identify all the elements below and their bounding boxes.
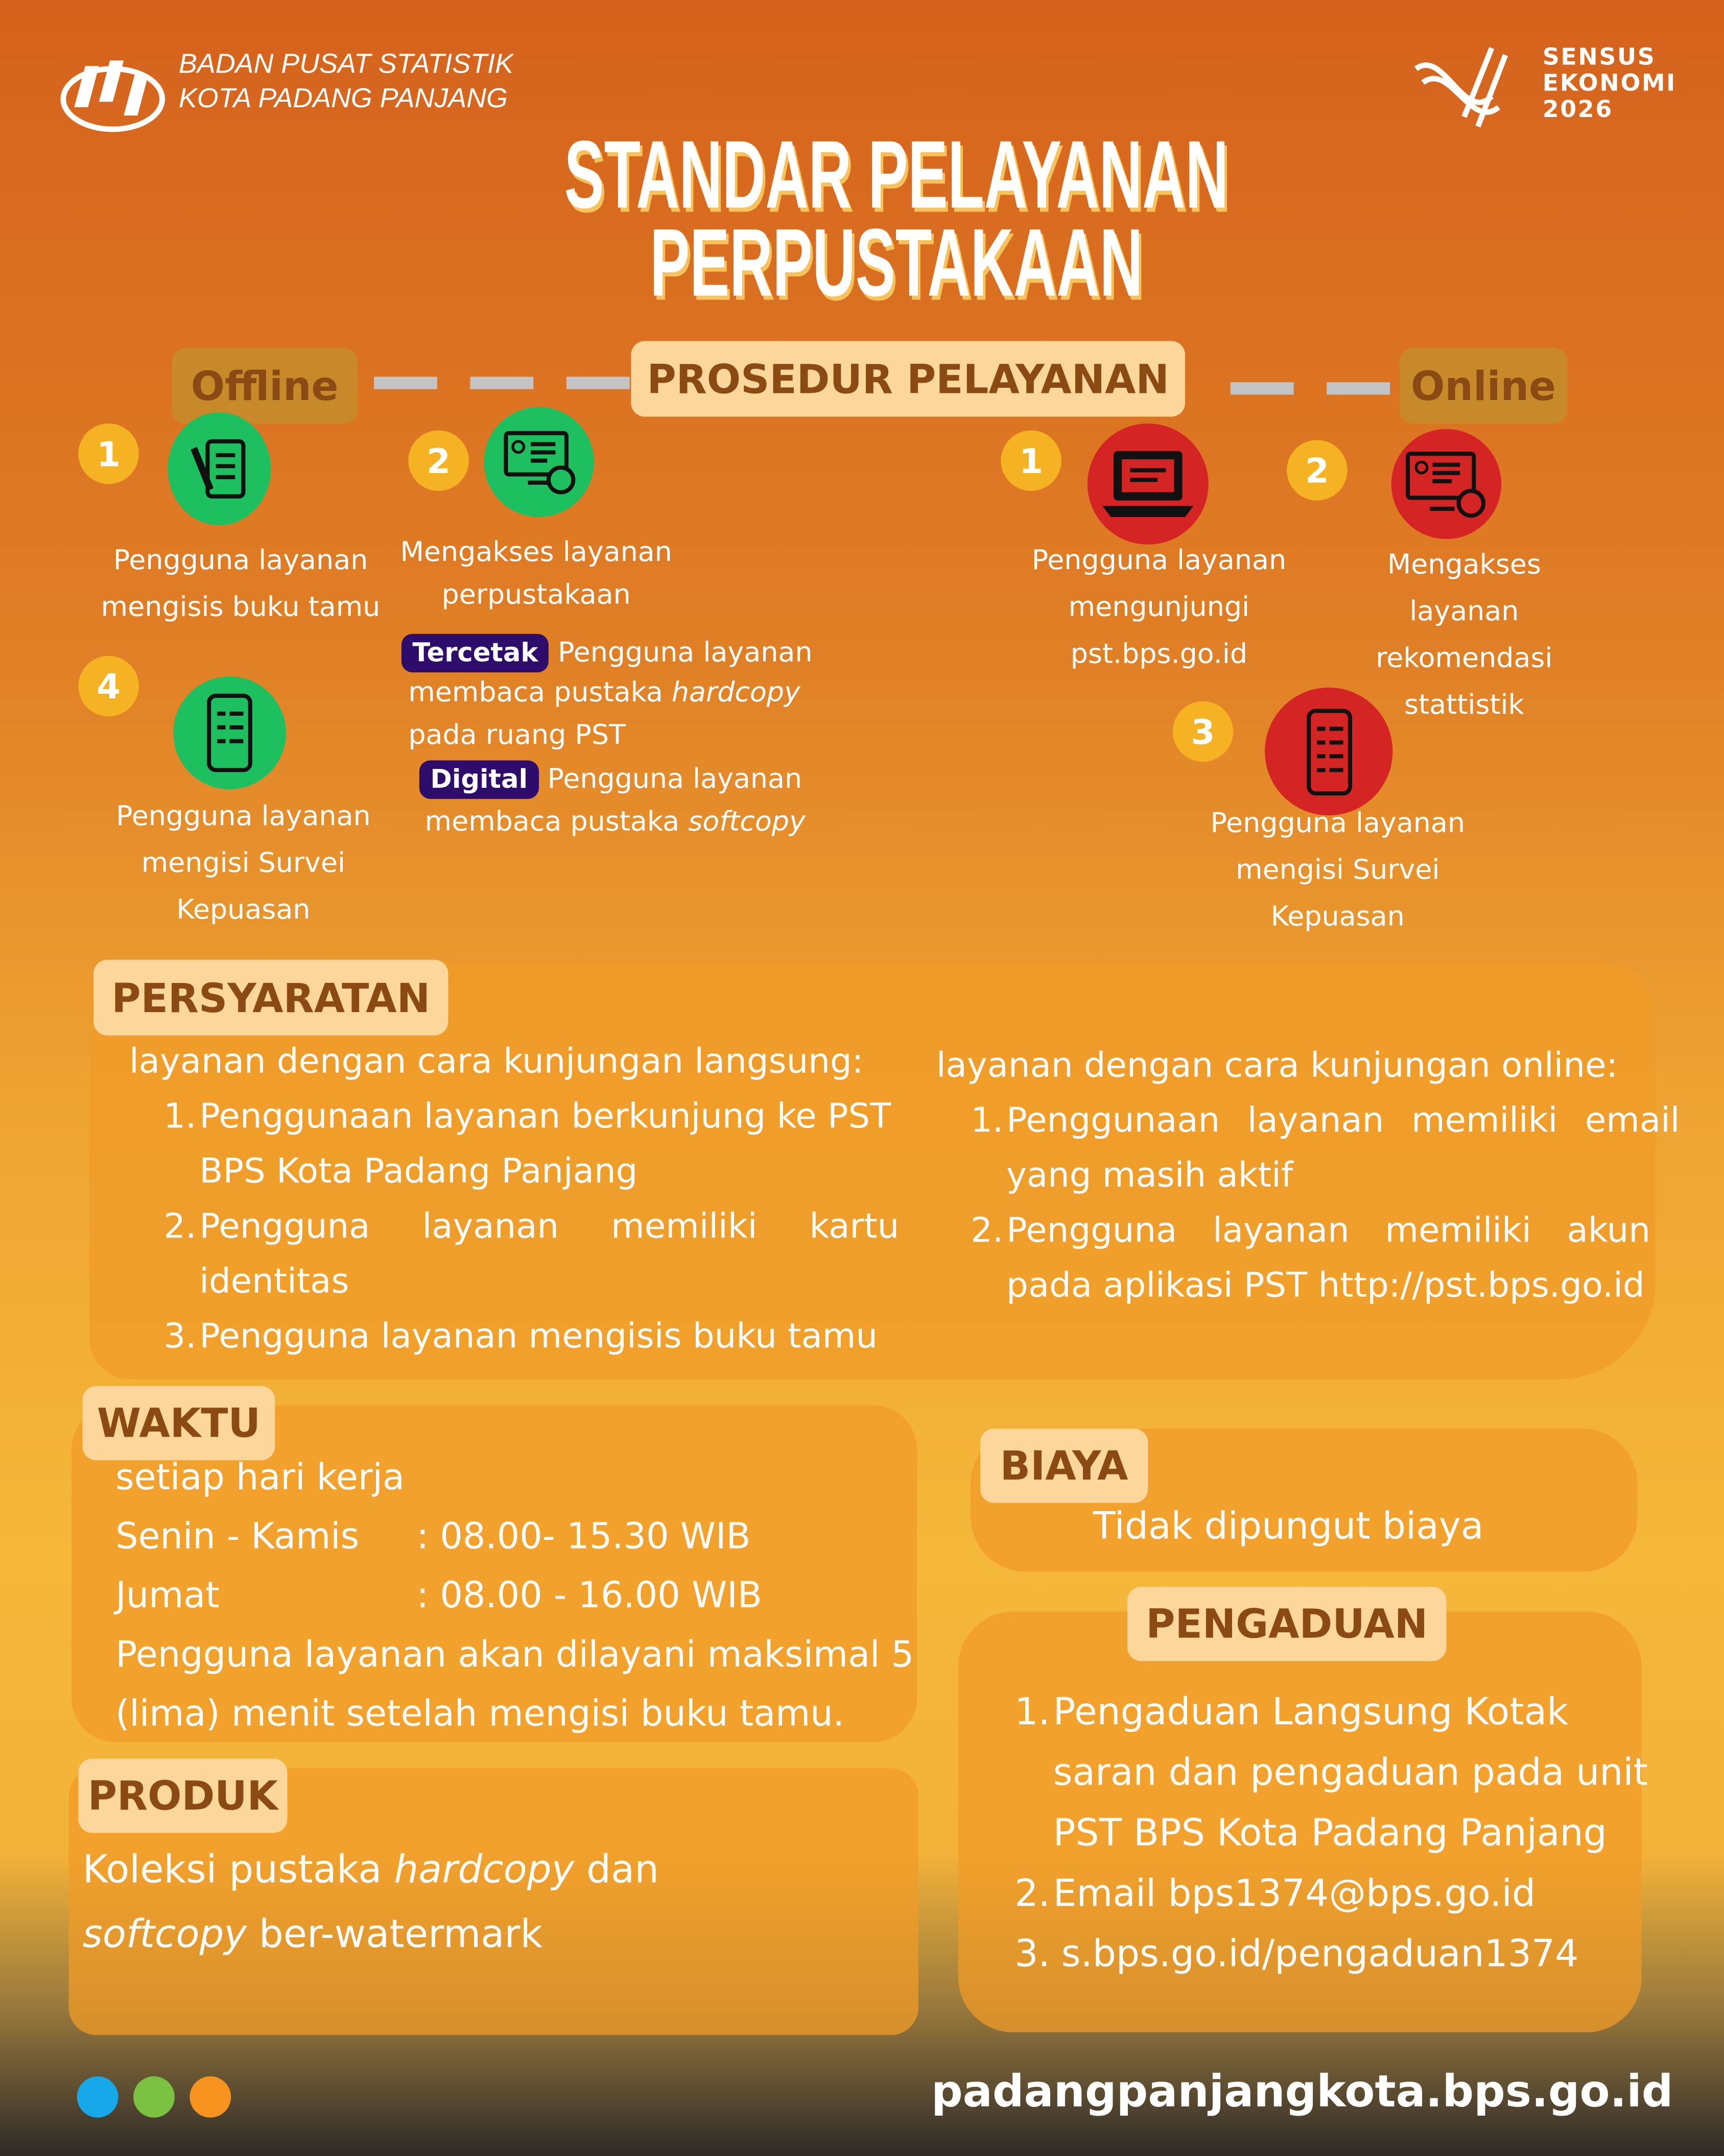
sensus-line: EKONOMI <box>1542 70 1676 98</box>
org-city: KOTA PADANG PANJANG <box>178 84 508 114</box>
item-text: PST BPS Kota Padang Panjang <box>1053 1812 1607 1855</box>
list-item <box>971 1258 1645 1314</box>
divider <box>374 377 437 389</box>
step-line: Pengguna layanan <box>113 543 368 576</box>
sensus-line: SENSUS <box>1542 44 1656 72</box>
computer-user-icon <box>484 407 594 517</box>
step-number: 1 <box>78 424 138 484</box>
day-label: Senin - Kamis <box>115 1516 360 1558</box>
note-line: Pengguna layanan <box>547 762 802 795</box>
step-line: Pengguna layanan <box>1210 806 1465 839</box>
biaya-heading: BIAYA <box>980 1428 1148 1503</box>
waktu-line: (lima) menit setelah mengisi buku tamu. <box>115 1694 844 1736</box>
step-line: Kepuasan <box>176 892 311 926</box>
waktu-line: Pengguna layanan akan dilayani maksimal 5 <box>115 1635 914 1676</box>
item-text: BPS Kota Padang Panjang <box>199 1151 638 1191</box>
step-line: pst.bps.go.id <box>1070 637 1248 670</box>
digital-note <box>419 758 806 841</box>
produk-heading: PRODUK <box>78 1759 287 1833</box>
produk-content <box>82 1837 658 1966</box>
laptop-icon <box>1088 424 1209 545</box>
produk-italic: softcopy <box>82 1911 247 1957</box>
persyaratan-right <box>936 1038 1680 1313</box>
page-title-line2: PERPUSTAKAAN <box>650 209 1143 317</box>
waktu-content <box>115 1449 914 1745</box>
persyaratan-left <box>129 1034 900 1364</box>
list-item: 3. s.bps.go.id/pengaduan1374 <box>1014 1925 1648 1985</box>
list-item <box>1014 1744 1648 1804</box>
online-step-1-text <box>1032 536 1286 677</box>
prosedur-heading: PROSEDUR PELAYANAN <box>631 341 1185 416</box>
step-line: mengisis buku tamu <box>101 590 381 623</box>
phone-checklist-icon <box>1265 688 1392 815</box>
list-item: 2. Pengguna layanan memiliki kartu <box>163 1199 865 1254</box>
blue-dot <box>77 2076 119 2118</box>
online-label: Online <box>1400 348 1567 424</box>
step-line: Pengguna layanan <box>116 799 371 832</box>
note-line: membaca pustaka <box>408 675 672 709</box>
step-line: mengisi Survei <box>141 846 345 879</box>
tercetak-note <box>402 632 813 758</box>
list-item: 3. Pengguna layanan mengisis buku tamu <box>163 1309 865 1364</box>
divider <box>1327 382 1390 394</box>
note-italic: softcopy <box>688 804 806 838</box>
item-text: Pengguna layanan memiliki kartu <box>199 1206 900 1246</box>
divider <box>470 377 533 389</box>
offline-step-1-text <box>101 536 381 630</box>
produk-text: Koleksi pustaka <box>82 1846 394 1892</box>
item-text: pada aplikasi PST http://pst.bps.go.id <box>1006 1265 1645 1305</box>
time-value: : 08.00 - 16.00 WIB <box>416 1576 762 1618</box>
offline-step-2-text <box>400 531 672 616</box>
tercetak-badge: Tercetak <box>402 634 549 672</box>
step-number: 2 <box>408 430 468 490</box>
list-item: 1. Penggunaan layanan memiliki email <box>971 1093 1637 1149</box>
digital-badge: Digital <box>419 760 539 799</box>
item-text: yang masih aktif <box>1006 1155 1293 1195</box>
list-item <box>1014 1804 1648 1864</box>
sensus-logo-icon <box>1409 41 1533 135</box>
item-text: Pengguna layanan memiliki akun <box>1006 1210 1650 1250</box>
sensus-line: 2026 <box>1542 96 1613 124</box>
list-item: 1. Penggunaan layanan berkunjung ke PST <box>163 1089 865 1144</box>
page-title-line1: STANDAR PELAYANAN <box>564 121 1229 228</box>
day-label: Jumat <box>115 1576 220 1618</box>
step-line: Pengguna layanan <box>1031 543 1287 576</box>
item-text: saran dan pengaduan pada unit <box>1053 1751 1648 1795</box>
list-item <box>163 1144 865 1199</box>
orange-dot <box>190 2076 231 2118</box>
offline-step-4-text <box>116 792 370 932</box>
sensus-text <box>1543 45 1676 124</box>
note-italic: hardcopy <box>671 675 800 709</box>
item-text: s.bps.go.id/pengaduan1374 <box>1061 1933 1579 1976</box>
waktu-line: setiap hari kerja <box>115 1457 405 1499</box>
list-item <box>163 1254 865 1309</box>
item-text: Pengaduan Langsung Kotak <box>1053 1691 1569 1734</box>
step-line: Kepuasan <box>1270 899 1405 932</box>
item-text: Penggunaan layanan memiliki email <box>1006 1100 1680 1140</box>
intro: layanan dengan cara kunjungan online: <box>936 1045 1618 1085</box>
divider <box>1231 382 1294 394</box>
phone-checklist-icon <box>173 676 286 789</box>
produk-italic: hardcopy <box>394 1846 575 1892</box>
item-text: Penggunaan layanan berkunjung ke PST <box>199 1096 891 1136</box>
note-line: pada ruang PST <box>408 717 626 751</box>
pengaduan-list <box>1014 1683 1648 1985</box>
list-item: 2. Email bps1374@bps.go.id <box>1014 1865 1648 1925</box>
item-text: Pengguna layanan mengisis buku tamu <box>199 1316 878 1356</box>
bps-logo-icon <box>58 52 168 140</box>
intro: layanan dengan cara kunjungan langsung: <box>129 1041 864 1081</box>
online-step-2-text <box>1334 541 1594 728</box>
step-line: Mengakses layanan <box>1387 547 1541 627</box>
step-line: mengunjungi <box>1068 590 1250 623</box>
biaya-text: Tidak dipungut biaya <box>1093 1506 1484 1549</box>
list-item: 2. Pengguna layanan memiliki akun <box>971 1203 1637 1258</box>
produk-text: ber-watermark <box>246 1911 543 1957</box>
list-item: 1. Pengaduan Langsung Kotak <box>1014 1683 1648 1743</box>
list-item <box>971 1148 1637 1203</box>
divider <box>566 377 630 389</box>
computer-user-icon <box>1391 429 1501 539</box>
item-text: Email bps1374@bps.go.id <box>1053 1872 1536 1916</box>
website-link[interactable]: padangpanjangkota.bps.go.id <box>931 2065 1673 2118</box>
note-line: membaca pustaka <box>424 804 689 838</box>
time-value: : 08.00- 15.30 WIB <box>416 1516 751 1558</box>
org-name: BADAN PUSAT STATISTIK <box>178 49 513 80</box>
step-number: 3 <box>1173 701 1233 762</box>
notebook-pen-icon <box>168 412 271 525</box>
step-number: 4 <box>78 656 138 716</box>
produk-text: dan <box>574 1846 659 1892</box>
waktu-heading: WAKTU <box>82 1386 275 1460</box>
note-line: Pengguna layanan <box>558 635 813 669</box>
persyaratan-heading: PERSYARATAN <box>93 960 448 1036</box>
online-step-3-text <box>1211 799 1465 940</box>
green-dot <box>133 2076 175 2118</box>
step-number: 1 <box>1001 430 1061 490</box>
step-line: perpustakaan <box>441 577 631 611</box>
step-line: rekomendasi stattistik <box>1376 641 1553 721</box>
pengaduan-heading: PENGADUAN <box>1127 1587 1446 1661</box>
offline-label: Offline <box>172 348 357 424</box>
step-line: Mengakses layanan <box>400 534 672 568</box>
item-text: identitas <box>199 1261 349 1301</box>
step-number: 2 <box>1287 440 1347 500</box>
step-line: mengisi Survei <box>1236 852 1440 886</box>
